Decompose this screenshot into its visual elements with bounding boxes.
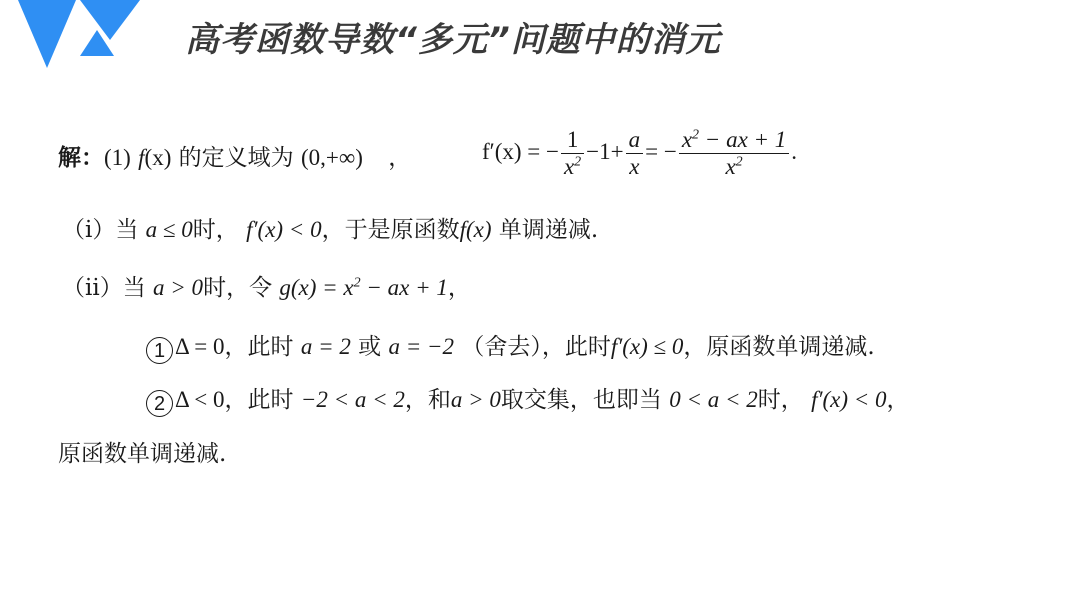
sub-1-a-value-2: a = −2 [388, 334, 455, 359]
case-2-line [62, 272, 471, 304]
sub-2-delta: Δ < 0 [175, 387, 225, 412]
sub-2-text-4: 时， [757, 387, 804, 413]
sub-case-1-line [146, 331, 875, 364]
sub-1-a-value-1: a = 2 [300, 334, 351, 359]
case-2-text-1: 时，令 [203, 275, 273, 301]
fraction-1 [561, 127, 584, 180]
fraction-1-numerator: 1 [566, 127, 579, 153]
sub-2-text-2: ，和 [404, 387, 451, 413]
sub-2-text-5: ， [886, 387, 910, 413]
fraction-2-denominator: x [626, 153, 644, 180]
derivative-eq2: = − [645, 139, 677, 164]
derivative-mid: −1+ [586, 139, 624, 164]
circled-number-1: 1 [146, 337, 173, 364]
sub-1-delta: Δ = 0 [175, 334, 225, 359]
sub-2-range-2: 0 < a < 2 [669, 387, 758, 412]
derivative-end: . [791, 139, 798, 164]
logo-right-triangle [80, 0, 140, 40]
derivative-lhs: f′(x) = − [482, 139, 559, 164]
fraction-3 [679, 127, 789, 180]
separator: ， [388, 145, 412, 171]
case-1-condition: a ≤ 0 [145, 217, 193, 242]
fraction-2 [626, 127, 644, 180]
sub-2-condition: a > 0 [450, 387, 501, 412]
sub-1-text-2: 或 [358, 334, 382, 360]
solution-line-1 [58, 142, 429, 174]
circled-number-2: 2 [146, 390, 173, 417]
sub-case-2-line [146, 384, 910, 417]
part-number: (1) [104, 145, 131, 170]
case-2-g-function: $g(x) = x^2$ − ax + 1 [279, 275, 448, 300]
fraction-1-denominator: $x^2$ [561, 153, 584, 180]
fraction-3-denominator: $x^2$ [679, 153, 789, 180]
page-title: 高考函数导数“多元”问题中的消元 [185, 20, 721, 60]
case-1-function: f(x) [459, 217, 492, 242]
sub-2-text-1: ，此时 [224, 387, 294, 413]
domain-value: (0,+∞) [300, 145, 363, 170]
sub-1-text-4: ，原函数单调递减. [683, 334, 875, 360]
case-1-derivative: f′(x) < 0 [246, 217, 322, 242]
domain-text: 的定义域为 [178, 145, 294, 171]
sub-2-text-3: 取交集，也即当 [500, 387, 662, 413]
function-arg: (x) [144, 145, 172, 170]
function-name: f [138, 145, 145, 170]
sub-1-text-3: （舍去），此时 [461, 334, 611, 360]
case-2-label: （ⅱ）当 [62, 275, 146, 301]
logo-icon [18, 0, 140, 68]
fraction-2-numerator: a [628, 127, 641, 153]
derivative-expression [482, 126, 797, 180]
sub-1-derivative: f′(x) ≤ 0 [610, 334, 684, 359]
sub-1-text-1: ，此时 [224, 334, 294, 360]
case-2-text-2: ， [447, 275, 471, 301]
case-1-text-1: 时， [192, 217, 239, 243]
case-1-label: （ⅰ）当 [62, 217, 139, 243]
case-1-text-2: ，于是原函数 [321, 217, 460, 243]
final-conclusion: 原函数单调递减. [58, 441, 227, 467]
case-1-line [62, 214, 598, 246]
solution-label: 解： [58, 144, 104, 171]
logo-left-triangle [18, 0, 76, 68]
sub-2-range: −2 < a < 2 [300, 387, 405, 412]
sub-2-derivative: f′(x) < 0 [811, 387, 887, 412]
case-2-condition: a > 0 [153, 275, 204, 300]
fraction-3-numerator: $x^2$ − ax + 1 [681, 127, 787, 153]
case-1-text-3: 单调递减. [498, 217, 599, 243]
